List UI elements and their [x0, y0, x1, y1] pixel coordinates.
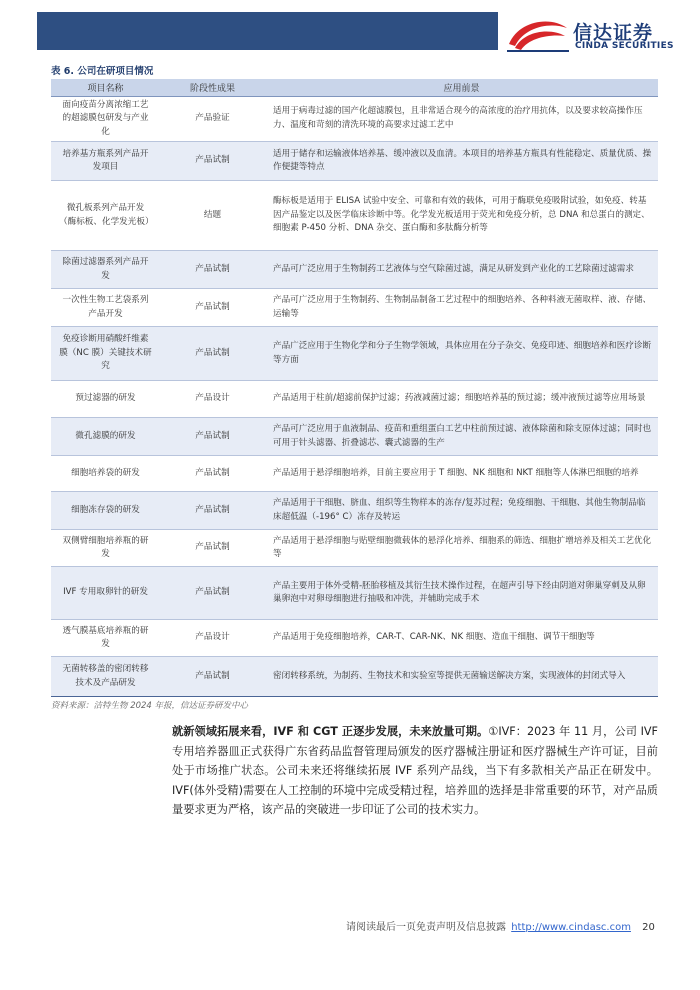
- body-text: ①IVF：2023 年 11 月，公司 IVF 专用培养器皿正式获得广东省药品监督管理局颁发的医疗器械注册证和医疗器械生产许可证，目前处于市场推广状态。公司未来还将继续拓展 IVF 系列产品线，当下有多款相关产品正在研发中。IVF(体外受精)需要在人工控制的环境中完成受精过程，培养皿的选择是非常重要的环节，对产品质量要求更为严格，该产品的突破进一步印证了公司的技术实力。: [172, 725, 658, 817]
- project-name-cell: 除菌过滤器系列产品开发: [51, 251, 160, 289]
- stage-cell: 产品试制: [160, 530, 265, 567]
- project-name-cell: 一次性生物工艺袋系列产品开发: [51, 289, 160, 327]
- application-cell: 酶标板是适用于 ELISA 试验中安全、可靠和有效的载体，可用于酶联免疫吸附试验，如免疫、转基因产品鉴定以及医学临床诊断中等。化学发光板适用于荧光和免疫分析，总 DNA 和总蛋白的测定、细胞素 P-450 分析、DNA 杂交、蛋白酶和多肽酶分析等: [265, 181, 658, 251]
- table-row: [51, 181, 658, 251]
- table-row: [51, 381, 658, 418]
- table-row: [51, 327, 658, 381]
- application-cell: 产品可广泛应用于生物制药、生物制品制备工艺过程中的细胞培养、各种料液无菌取样、液、存储、运输等: [265, 289, 658, 327]
- application-cell: 产品可广泛应用于血液制品、疫苗和重组蛋白工艺中柱前预过滤、液体除菌和除支原体过滤；同时也可用于针头滤器、折叠滤芯、囊式滤器的生产: [265, 418, 658, 456]
- cinda-logo-mark-icon: [505, 14, 571, 54]
- stage-cell: 产品试制: [160, 327, 265, 381]
- table-row: [51, 567, 658, 620]
- stage-cell: 产品试制: [160, 456, 265, 492]
- body-paragraph: [172, 722, 658, 820]
- footer-website-link[interactable]: http://www.cindasc.com: [511, 922, 631, 933]
- logo-chinese-text: 信达证券: [573, 22, 654, 44]
- table-row: [51, 289, 658, 327]
- header-application: 应用前景: [265, 79, 658, 96]
- logo-english-text: CINDA SECURITIES: [575, 41, 674, 51]
- stage-cell: 产品试制: [160, 418, 265, 456]
- stage-cell: 产品试制: [160, 657, 265, 697]
- table-row: [51, 530, 658, 567]
- header-project-name: 项目名称: [51, 79, 160, 96]
- footer-disclaimer-notice: 请阅读最后一页免责声明及信息披露: [346, 922, 506, 933]
- project-table: [51, 79, 658, 697]
- header-bar: [37, 12, 498, 50]
- project-name-cell: IVF 专用取卵针的研发: [51, 567, 160, 620]
- application-cell: 产品适用于悬浮细胞培养，目前主要应用于 T 细胞、NK 细胞和 NKT 细胞等人体淋巴细胞的培养: [265, 456, 658, 492]
- application-cell: 产品可广泛应用于生物制药工艺液体与空气除菌过滤，满足从研发到产业化的工艺除菌过滤需求: [265, 251, 658, 289]
- application-cell: 产品适用于免疫细胞培养，CAR-T、CAR-NK、NK 细胞、造血干细胞、调节干细胞等: [265, 620, 658, 657]
- stage-cell: 产品试制: [160, 251, 265, 289]
- stage-cell: 产品设计: [160, 620, 265, 657]
- stage-cell: 产品验证: [160, 96, 265, 142]
- application-cell: 适用于病毒过滤的国产化超滤膜包，且非常适合现今的高浓度的治疗用抗体，以及要求较高操作压力、温度和苛刻的清洗环境的高要求过滤工艺中: [265, 96, 658, 142]
- project-name-cell: 双侧臂细胞培养瓶的研发: [51, 530, 160, 567]
- application-cell: 产品适用于干细胞、脐血、组织等生物样本的冻存/复苏过程；免疫细胞、干细胞、其他生物制品临床超低温（-196° C）冻存及转运: [265, 492, 658, 530]
- application-cell: 产品广泛应用于生物化学和分子生物学领域，具体应用在分子杂交、免疫印迹、细胞培养和医疗诊断等方面: [265, 327, 658, 381]
- project-name-cell: 细胞冻存袋的研发: [51, 492, 160, 530]
- stage-cell: 产品试制: [160, 142, 265, 181]
- project-name-cell: 预过滤器的研发: [51, 381, 160, 418]
- table-row: [51, 492, 658, 530]
- body-bold-lead: 就新领域拓展来看，IVF 和 CGT 正逐步发展，未来放量可期。: [172, 725, 489, 738]
- project-name-cell: 面向疫苗分离浓缩工艺的超滤膜包研发与产业化: [51, 96, 160, 142]
- stage-cell: 产品试制: [160, 492, 265, 530]
- application-cell: 适用于储存和运输液体培养基、缓冲液以及血清。本项目的培养基方瓶具有性能稳定、质量优质、操作便捷等特点: [265, 142, 658, 181]
- project-name-cell: 微孔滤膜的研发: [51, 418, 160, 456]
- header-stage: 阶段性成果: [160, 79, 265, 96]
- table-row: [51, 456, 658, 492]
- stage-cell: 产品设计: [160, 381, 265, 418]
- table-row: [51, 251, 658, 289]
- project-name-cell: 免疫诊断用硝酸纤维素膜（NC 膜）关键技术研究: [51, 327, 160, 381]
- project-name-cell: 培养基方瓶系列产品开发项目: [51, 142, 160, 181]
- footer: [346, 918, 655, 933]
- table-row: [51, 142, 658, 181]
- stage-cell: 结题: [160, 181, 265, 251]
- application-cell: 密闭转移系统，为制药、生物技术和实验室等提供无菌输送解决方案，实现液体的封闭式导入: [265, 657, 658, 697]
- project-name-cell: 细胞培养袋的研发: [51, 456, 160, 492]
- table-header-row: [51, 79, 658, 96]
- table-title: 表 6. 公司在研项目情况: [51, 66, 154, 77]
- stage-cell: 产品试制: [160, 567, 265, 620]
- stage-cell: 产品试制: [160, 289, 265, 327]
- application-cell: 产品适用于悬浮细胞与贴壁细胞微载体的悬浮化培养、细胞系的筛选、细胞扩增培养及相关工艺优化等: [265, 530, 658, 567]
- table-row: [51, 657, 658, 697]
- project-name-cell: 透气膜基底培养瓶的研发: [51, 620, 160, 657]
- table-row: [51, 96, 658, 142]
- table-row: [51, 418, 658, 456]
- table-row: [51, 620, 658, 657]
- application-cell: 产品适用于柱前/超滤前保护过滤；药液减菌过滤；细胞培养基的预过滤；缓冲液预过滤等应用场景: [265, 381, 658, 418]
- project-name-cell: 微孔板系列产品开发（酶标板、化学发光板）: [51, 181, 160, 251]
- table-source-note: 资料来源：洁特生物 2024 年报，信达证券研发中心: [51, 701, 249, 711]
- application-cell: 产品主要用于体外受精-胚胎移植及其衍生技术操作过程，在超声引导下经由阴道对卵巢穿刺及从卵巢卵泡中对卵母细胞进行抽吸和冲洗，并辅助完成手术: [265, 567, 658, 620]
- page-number: 20: [642, 922, 655, 933]
- cinda-logo: [505, 14, 695, 54]
- project-name-cell: 无菌转移盖的密闭转移技术及产品研发: [51, 657, 160, 697]
